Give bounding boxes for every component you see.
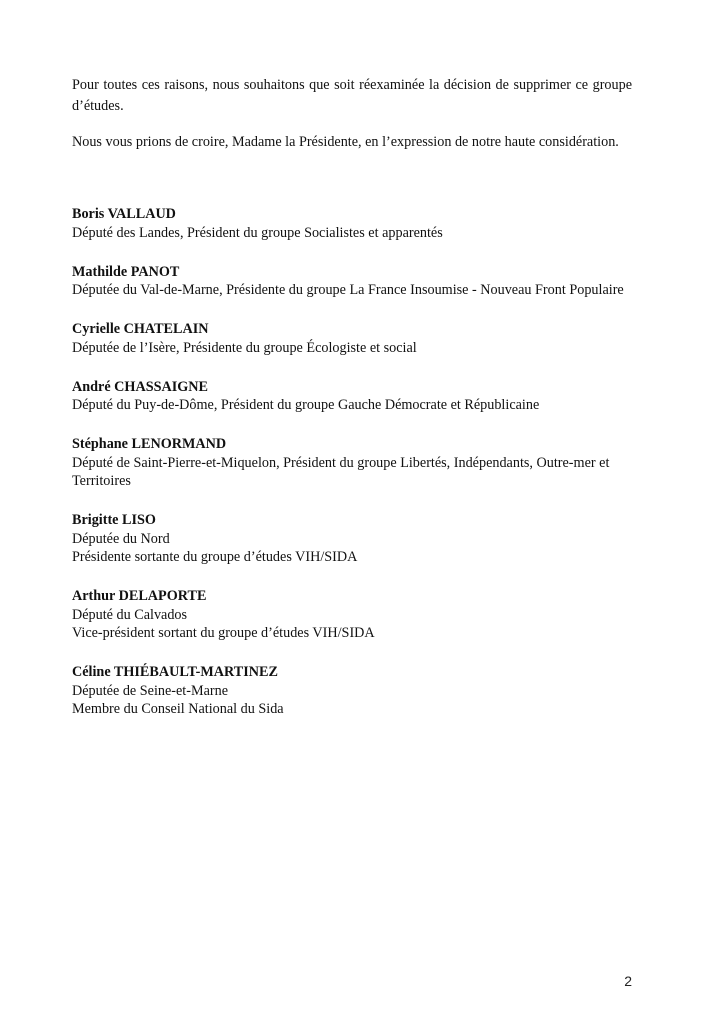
signatory-block (72, 435, 642, 491)
signatory-name: Céline THIÉBAULT-MARTINEZ (72, 664, 278, 680)
signatory-block (72, 663, 642, 719)
signatory-role: Vice-président sortant du groupe d’études VIH/SIDA (72, 625, 375, 641)
signatories-list (72, 205, 642, 739)
signatory-title: Députée du Val-de-Marne, Présidente du groupe La France Insoumise - Nouveau Front Populaire (72, 282, 624, 298)
page-number: 2 (624, 973, 632, 989)
signatory-name: Stéphane LENORMAND (72, 436, 227, 452)
signatory-title: Député du Calvados (72, 606, 188, 623)
signatory-name: Boris VALLAUD (72, 206, 176, 222)
signatory-block (72, 511, 642, 567)
signatory-name: Mathilde PANOT (72, 263, 180, 280)
signatory-title: Député de Saint-Pierre-et-Miquelon, Président du groupe Libertés, Indépendants, Outre-mer et Territoires (72, 454, 610, 489)
signatory-block (72, 587, 642, 643)
signatory-block (72, 320, 642, 357)
signatory-role: Membre du Conseil National du Sida (72, 701, 284, 717)
signatory-title: Députée de l’Isère, Présidente du groupe Écologiste et social (72, 339, 417, 356)
signatory-name: Cyrielle CHATELAIN (72, 321, 209, 337)
signatory-name: Arthur DELAPORTE (72, 588, 207, 604)
signatory-title: Députée de Seine-et-Marne (72, 682, 228, 699)
signatory-role: Présidente sortante du groupe d’études VIH/SIDA (72, 549, 358, 565)
closing-paragraph-2: Nous vous prions de croire, Madame la Présidente, en l’expression de notre haute considération. (72, 134, 619, 150)
signatory-name: André CHASSAIGNE (72, 378, 208, 395)
signatory-title: Député du Puy-de-Dôme, Président du groupe Gauche Démocrate et Républicaine (72, 397, 540, 413)
signatory-block (72, 205, 642, 242)
closing-paragraph-1: Pour toutes ces raisons, nous souhaitons que soit réexaminée la décision de supprimer ce groupe d’études. (72, 77, 632, 114)
signatory-name: Brigitte LISO (72, 512, 156, 528)
signatory-block (72, 263, 642, 300)
signatory-title: Député des Landes, Président du groupe Socialistes et apparentés (72, 224, 443, 241)
signatory-block (72, 378, 642, 415)
signatory-title: Députée du Nord (72, 530, 170, 547)
